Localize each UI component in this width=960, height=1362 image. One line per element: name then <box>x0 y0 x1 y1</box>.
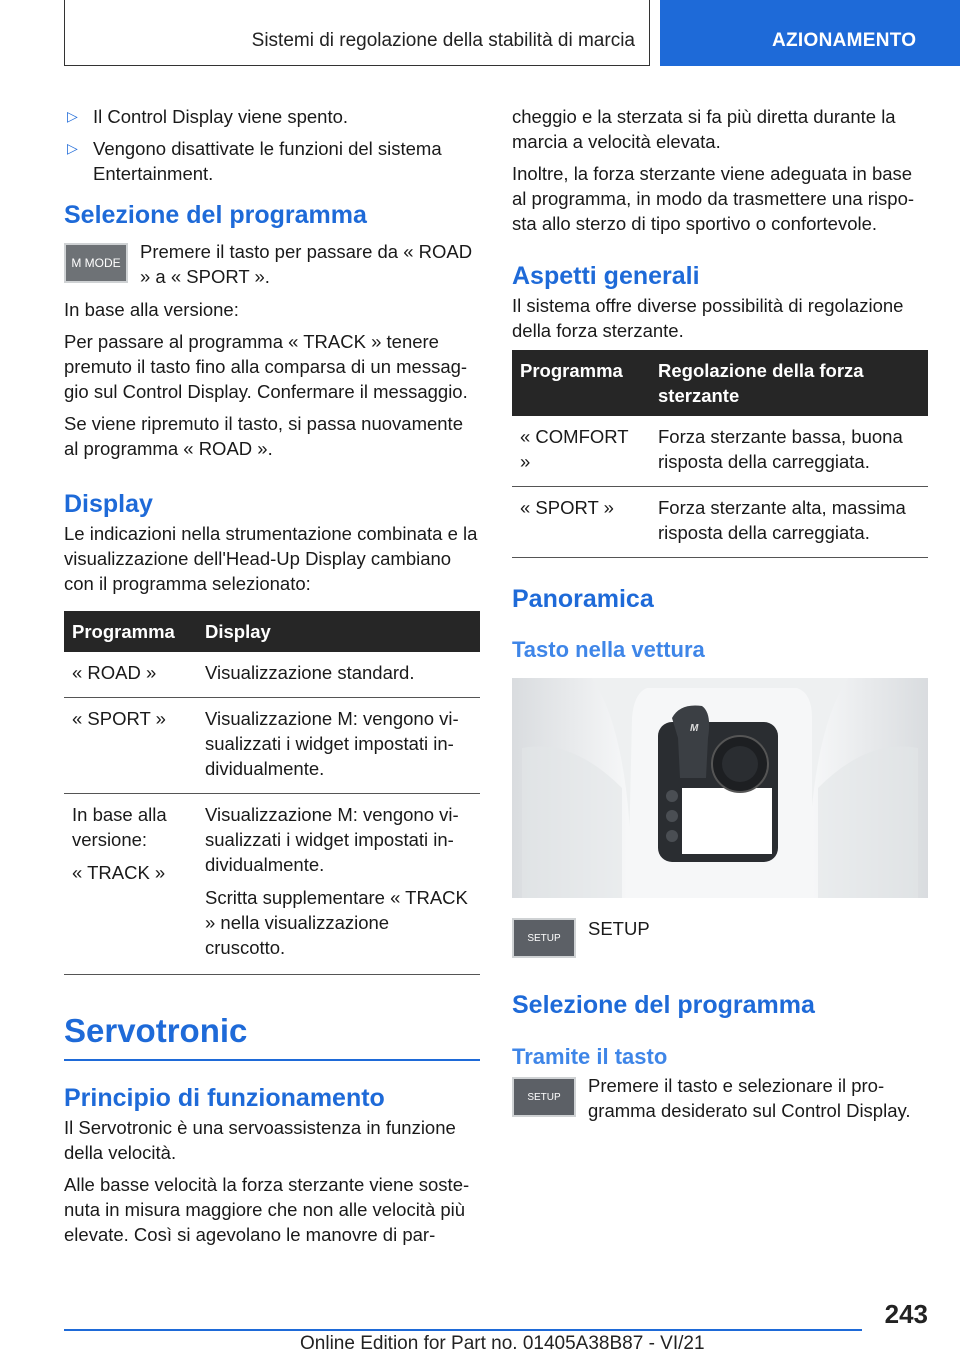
center-console-illustration <box>512 678 928 898</box>
left-column <box>64 104 480 1247</box>
display-text: Le indicazioni nella strumentazione combinata e la visualizzazione dell'Head-Up Display cambiano con il programma selezionato: <box>64 523 478 594</box>
table-row <box>512 487 928 558</box>
version-note: In base alla versione: <box>64 299 239 320</box>
general-text: Il sistema offre diverse possibilità di regolazione della forza sterzante. <box>512 295 904 341</box>
page-number: 243 <box>884 1299 928 1329</box>
heading-program-selection: Selezione del programma <box>64 201 367 229</box>
table-cell: Forza sterzante alta, massima risposta della carreggiata. <box>650 487 928 558</box>
m-mode-button-icon: M MODE <box>64 243 128 283</box>
header-chapter-tab[interactable] <box>660 0 960 66</box>
heading-overview: Panoramica <box>512 585 654 613</box>
table-row <box>64 794 480 975</box>
right-column <box>512 104 928 1125</box>
setup-button-icon: SETUP <box>512 918 576 958</box>
heading-display: Display <box>64 490 153 518</box>
header-section-title: Sistemi di regolazione della stabilità di marcia <box>251 30 635 51</box>
mmode-text: Premere il tasto per passare da « ROAD » a « SPORT ». <box>140 241 473 287</box>
program-adjust-text: Inoltre, la forza sterzante viene adeguata in base al programma, in modo da trasmettere una risposta allo sterzo di tipo sportivo o confortevole. <box>512 163 915 234</box>
table-cell: « COMFORT » <box>512 416 650 487</box>
principle-text-2: Alle basse velocità la forza sterzante viene sostenuta in misura maggiore che non alle velocità più elevate. Così si agevolano le manovre di par- <box>64 1174 470 1245</box>
svg-text:M: M <box>690 723 699 734</box>
steering-table <box>512 350 928 558</box>
page-header <box>0 0 960 66</box>
setup-label: SETUP <box>588 918 650 939</box>
table-header-row <box>512 350 928 416</box>
table-cell: « ROAD » <box>64 652 197 698</box>
heading-principle: Principio di funzionamento <box>64 1084 385 1112</box>
center-console-photo <box>512 678 928 898</box>
table-header-cell: Regolazione della forza sterzante <box>650 350 928 416</box>
principle-text-1: Il Servotronic è una servoassistenza in funzione della velocità. <box>64 1117 456 1163</box>
triangle-bullet-icon: ▷ <box>67 108 78 124</box>
bullet-list <box>64 104 480 186</box>
table-cell: Visualizzazione standard. <box>197 652 480 698</box>
table-header-row <box>64 611 480 652</box>
chapter-tab-label: AZIONAMENTO <box>772 30 917 51</box>
table-cell: « SPORT » <box>64 698 197 794</box>
footer-edition: Online Edition for Part no. 01405A38B87 - VI/21 <box>300 1333 705 1354</box>
heading-program-selection-right: Selezione del programma <box>512 991 815 1019</box>
table-cell: « SPORT » <box>512 487 650 558</box>
track-text: Per passare al programma « TRACK » tenere premuto il tasto fino alla comparsa di un messaggio sul Control Display. Confermare il messaggio. <box>64 331 468 402</box>
continued-text: cheggio e la sterzata si fa più diretta durante la marcia a velocità elevata. <box>512 106 896 152</box>
triangle-bullet-icon: ▷ <box>67 140 78 156</box>
setup-instruction-text: Premere il tasto e selezionare il programma desiderato sul Control Display. <box>588 1075 911 1121</box>
setup-instruction <box>512 1073 928 1125</box>
table-cell: In base alla versione: « TRACK » <box>64 794 197 975</box>
table-cell: Forza sterzante bassa, buona risposta della carreggiata. <box>650 416 928 487</box>
mmode-instruction <box>64 239 480 291</box>
table-header-cell: Programma <box>512 350 650 416</box>
header-section-box <box>64 0 650 66</box>
table-row <box>64 652 480 698</box>
road-return-text: Se viene ripremuto il tasto, si passa nuovamente al programma « ROAD ». <box>64 413 463 459</box>
setup-button-icon: SETUP <box>512 1077 576 1117</box>
table-cell: Visualizzazione M: vengono visualizzati i widget impostati individualmente. Scritta supplementare « TRACK » nella visualizzazione cruscotto. <box>197 794 480 975</box>
footer-divider <box>64 1329 862 1331</box>
bullet-item: ▷ Il Control Display viene spento. <box>67 106 349 127</box>
table-cell: Visualizzazione M: vengono visualizzati i widget impostati individualmente. <box>197 698 480 794</box>
heading-via-key: Tramite il tasto <box>512 1044 668 1069</box>
table-row <box>512 416 928 487</box>
setup-key-legend <box>512 914 928 966</box>
display-table <box>64 611 480 975</box>
table-header-cell: Display <box>197 611 480 652</box>
table-row <box>64 698 480 794</box>
heading-servotronic: Servotronic <box>64 1011 480 1061</box>
heading-key-in-car: Tasto nella vettura <box>512 637 705 662</box>
heading-general: Aspetti generali <box>512 262 700 290</box>
table-header-cell: Programma <box>64 611 197 652</box>
bullet-item: ▷ Vengono disattivate le funzioni del sistema Entertainment. <box>67 138 442 184</box>
